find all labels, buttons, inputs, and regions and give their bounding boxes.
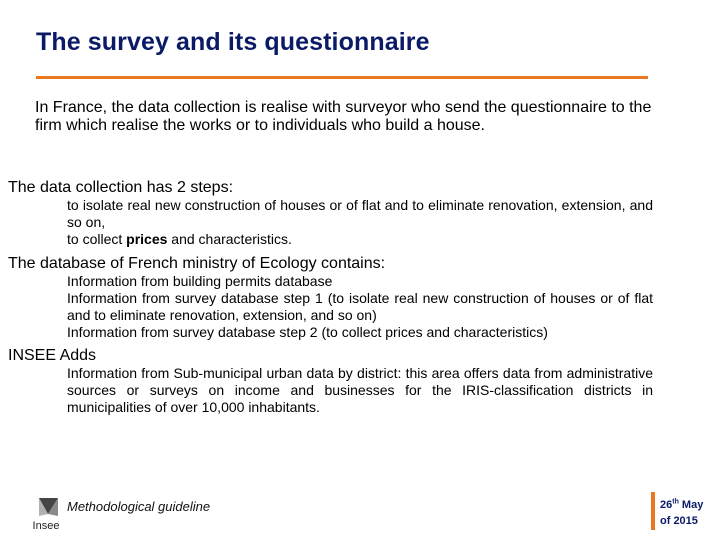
list-item: Information from survey database step 2 (to collect prices and characteristics)	[67, 324, 548, 340]
date-day: 26	[660, 499, 673, 511]
section-heading: The data collection has 2 steps:	[8, 179, 234, 196]
section-heading: The database of French ministry of Ecology contains:	[8, 255, 386, 272]
intro-paragraph: In France, the data collection is realise with surveyor who send the questionnaire to the firm which realise the works or to individuals who build a house.	[35, 99, 652, 134]
title-underline	[36, 76, 648, 79]
date-suffix: th	[672, 498, 679, 506]
section-data-collection	[8, 179, 653, 248]
date-line-2: of 2015	[660, 515, 698, 527]
item-text: to collect	[67, 231, 127, 247]
list-item	[67, 231, 653, 248]
section-heading: INSEE Adds	[8, 347, 97, 364]
section-database	[8, 255, 653, 341]
item-text: and characteristics.	[167, 231, 292, 247]
item-bold-text: prices	[126, 231, 168, 247]
date-month: May	[681, 499, 704, 511]
slide-title: The survey and its questionnaire	[36, 28, 430, 56]
section-insee	[8, 347, 653, 416]
slide-date	[660, 497, 703, 529]
list-item: Information from Sub-municipal urban data by district: this area offers data from administrative sources or surveys on income and businesses for the IRIS-classification districts in municipalities of over 10,000 inhabitants.	[67, 365, 653, 415]
insee-logo-icon	[26, 494, 66, 534]
date-line-1	[660, 497, 703, 513]
list-item: Information from building permits database	[67, 273, 333, 289]
list-item: to isolate real new construction of houses or of flat and to eliminate renovation, extension, and so on,	[67, 197, 653, 230]
list-item: Information from survey database step 1 (to isolate real new construction of houses or of flat and to eliminate renovation, extension, and so on)	[67, 290, 653, 323]
date-accent-bar	[651, 492, 655, 530]
footer-guideline: Methodological guideline	[67, 499, 211, 514]
logo-wordmark: Insee	[32, 520, 60, 532]
